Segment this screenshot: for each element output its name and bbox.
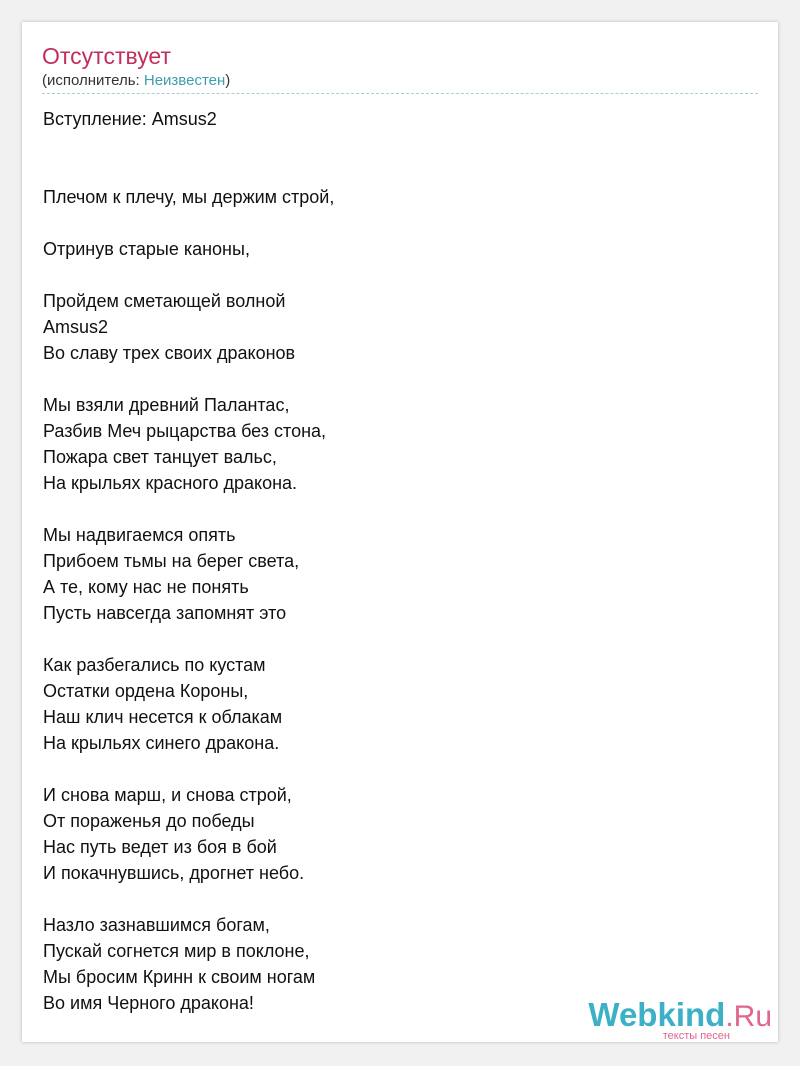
lyric-line <box>43 158 759 184</box>
song-title: Отсутствует <box>42 43 171 69</box>
lyrics-card <box>22 22 778 1042</box>
webkind-logo[interactable] <box>588 998 772 1042</box>
lyric-line <box>43 756 759 782</box>
lyric-line: Пускай согнется мир в поклоне, <box>43 941 310 961</box>
lyric-line: Назло зазнавшимся богам, <box>43 915 270 935</box>
logo-suffix-text: .Ru <box>725 1000 772 1033</box>
lyric-line <box>43 210 759 236</box>
lyric-line <box>43 886 759 912</box>
lyric-line: Пройдем сметающей волной <box>43 291 286 311</box>
lyric-line: Прибоем тьмы на берег света, <box>43 551 300 571</box>
lyric-line: Отринув старые каноны, <box>43 239 250 259</box>
lyric-line: От пораженья до победы <box>43 811 255 831</box>
lyric-line: Разбив Меч рыцарства без стона, <box>43 421 327 441</box>
lyric-line: Наш клич несется к облакам <box>43 707 283 727</box>
lyric-line: И снова марш, и снова строй, <box>43 785 292 805</box>
lyric-line: А те, кому нас не понять <box>43 577 249 597</box>
header-divider <box>42 93 758 94</box>
performer-line <box>42 71 758 91</box>
lyric-line: Вступление: Amsus2 <box>43 109 217 129</box>
lyric-line <box>43 366 759 392</box>
logo-tagline: тексты песен <box>662 1030 730 1042</box>
lyric-line: Как разбегались по кустам <box>43 655 266 675</box>
lyric-line: Пусть навсегда запомнят это <box>43 603 287 623</box>
lyric-line <box>43 626 759 652</box>
lyric-line: Amsus2 <box>43 317 109 337</box>
performer-suffix: ) <box>225 72 231 89</box>
lyrics-text <box>43 106 759 1016</box>
lyric-line: На крыльях красного дракона. <box>43 473 298 493</box>
lyric-line: На крыльях синего дракона. <box>43 733 280 753</box>
lyric-line: Нас путь ведет из боя в бой <box>43 837 277 857</box>
lyric-line: Плечом к плечу, мы держим строй, <box>43 187 335 207</box>
lyric-line: Мы надвигаемся опять <box>43 525 236 545</box>
lyric-line <box>43 132 759 158</box>
song-header <box>42 42 758 91</box>
logo-wordmark <box>588 998 772 1034</box>
lyric-line: И покачнувшись, дрогнет небо. <box>43 863 305 883</box>
lyric-line <box>43 496 759 522</box>
lyric-line: Во славу трех своих драконов <box>43 343 296 363</box>
lyric-line: Мы взяли древний Палантас, <box>43 395 290 415</box>
performer-link[interactable]: Неизвестен <box>143 72 226 89</box>
lyric-line <box>43 262 759 288</box>
performer-prefix: (исполнитель: <box>42 72 144 89</box>
lyric-line: Мы бросим Кринн к своим ногам <box>43 967 316 987</box>
lyric-line: Пожара свет танцует вальс, <box>43 447 277 467</box>
lyric-line: Во имя Черного дракона! <box>43 993 254 1013</box>
logo-main-text: Webkind <box>588 996 726 1033</box>
lyric-line: Остатки ордена Короны, <box>43 681 249 701</box>
